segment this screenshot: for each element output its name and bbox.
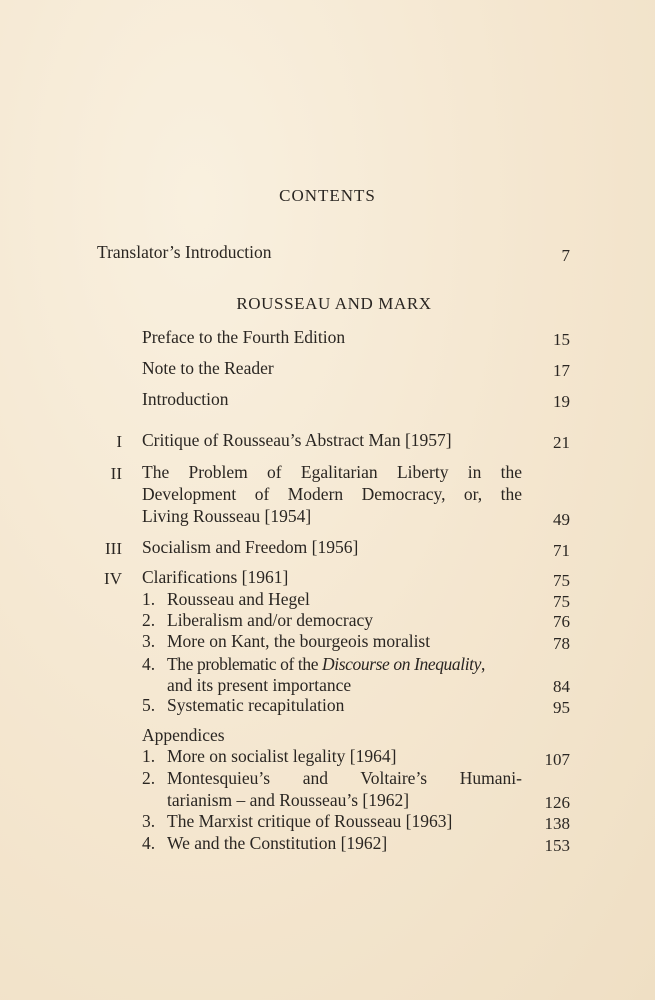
toc-sub-entry: We and the Constitution [1962] (167, 833, 388, 853)
toc-page-number: 49 (553, 510, 570, 529)
toc-sub-entry: The problematic of the Discourse on Inequality, (167, 654, 485, 674)
toc-entry-chapter-2-line-2: Development of Modern Democracy, or, the (142, 484, 522, 504)
italic-title: Discourse on Inequality (322, 654, 482, 674)
toc-page-number: 75 (553, 571, 570, 590)
appendices-heading: Appendices (142, 725, 225, 745)
toc-entry-translators-introduction: Translator’s Introduction (97, 242, 272, 262)
toc-sub-entry: More on Kant, the bourgeois moralist (167, 631, 431, 651)
page-title: CONTENTS (279, 186, 376, 205)
toc-page-number: 71 (553, 541, 570, 560)
toc-page-number: 107 (544, 750, 570, 769)
sub-entry-number: 1. (142, 746, 156, 766)
toc-page-number: 84 (553, 677, 570, 696)
sub-entry-number: 4. (142, 654, 156, 674)
toc-sub-entry-continuation: and its present importance (167, 675, 352, 695)
chapter-number: III (105, 539, 122, 558)
toc-page-number: 126 (544, 793, 570, 812)
toc-sub-entry-continuation: tarianism – and Rousseau’s [1962] (167, 790, 410, 810)
toc-entry-chapter-1: Critique of Rousseau’s Abstract Man [1957] (142, 430, 452, 450)
toc-entry-chapter-4: Clarifications [1961] (142, 567, 289, 587)
toc-page-number: 21 (553, 433, 570, 452)
toc-entry-introduction: Introduction (142, 389, 229, 409)
section-title: ROUSSEAU AND MARX (236, 294, 432, 313)
toc-entry-note-to-reader: Note to the Reader (142, 358, 274, 378)
sub-entry-number: 2. (142, 610, 156, 630)
toc-sub-entry: Systematic recapitulation (167, 695, 345, 715)
sub-entry-number: 3. (142, 811, 156, 831)
sub-entry-number: 4. (142, 833, 156, 853)
sub-entry-number: 3. (142, 631, 156, 651)
chapter-number: IV (104, 569, 122, 588)
toc-page-number: 15 (553, 330, 570, 349)
toc-page-number: 76 (553, 612, 570, 631)
toc-entry-chapter-2-line-1: The Problem of Egalitarian Liberty in the (142, 462, 522, 482)
toc-page-number: 7 (561, 246, 570, 265)
toc-page-number: 95 (553, 698, 570, 717)
toc-entry-preface: Preface to the Fourth Edition (142, 327, 346, 347)
sub-entry-number: 1. (142, 589, 156, 609)
sub-entry-number: 5. (142, 695, 156, 715)
chapter-number: I (116, 432, 122, 451)
toc-page-number: 17 (553, 361, 570, 380)
toc-sub-entry: The Marxist critique of Rousseau [1963] (167, 811, 453, 831)
toc-page-number: 138 (544, 814, 570, 833)
toc-sub-entry: Liberalism and/or democracy (167, 610, 374, 630)
toc-entry-chapter-3: Socialism and Freedom [1956] (142, 537, 359, 557)
toc-page-number: 78 (553, 634, 570, 653)
toc-entry-chapter-2-line-3: Living Rousseau [1954] (142, 506, 312, 526)
chapter-number: II (110, 464, 122, 483)
toc-sub-entry: Montesquieu’s and Voltaire’s Humani- (167, 768, 522, 788)
toc-page-number: 153 (544, 836, 570, 855)
toc-sub-entry: Rousseau and Hegel (167, 589, 310, 609)
sub-entry-number: 2. (142, 768, 156, 788)
toc-page-number: 75 (553, 592, 570, 611)
toc-page-number: 19 (553, 392, 570, 411)
toc-sub-entry: More on socialist legality [1964] (167, 746, 397, 766)
